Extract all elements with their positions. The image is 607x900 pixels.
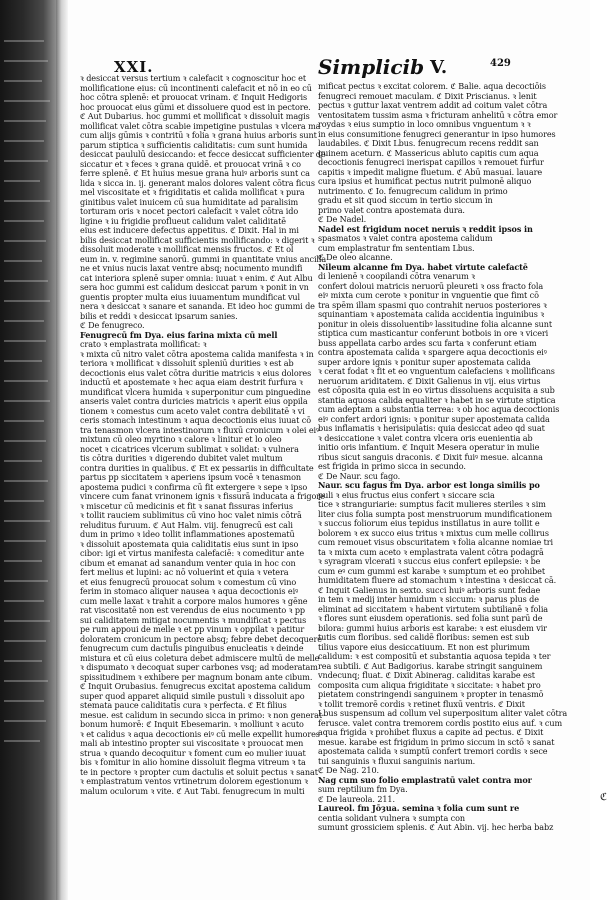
book-page [64,0,607,900]
text-line: Nag cum suo folio emplastratū valet contra mor [318,774,532,785]
text-line: apostema pudici ꝛ confirma cū fit extergere ꝛ sepe ꝛ ipso [80,481,308,492]
text-line: tilius vapore eius desiccatiuum. Et non est plurimum [318,641,530,652]
text-line: rea subtili. ℭ Aut Badigorius. karabe stringit sanguinem [318,660,543,671]
text-line: hoc prouocat eius gūmi et dissoluere quod est in pectore. [80,101,311,112]
text-line: humiditatem fluere ad stomachum ꝛ intestina ꝛ desiccat cā. [318,575,557,585]
text-line: mel viscositate et ꝛ frigiditatis et calida mollificat ꝛ pura [80,187,305,197]
text-line: eiꝰ confert ardori ignis: ꝛ ponitur super apostemata calida [318,413,550,424]
text-line: stemata pauce caliditatis cura ꝛ perfecta. ℭ Et filius [80,700,287,710]
text-line: ℭ De Nadel. [318,214,367,224]
text-line: cum alijs gūmis ꝛ contritū ꝛ folia ꝛ grana huius arboris sunt [80,130,317,140]
text-line: inductū et apostemate ꝛ hec aqua eiam destrit furfura ꝛ [80,377,303,387]
text-line: stantia aquosa calida equaliter ꝛ habet in se virtute stiptica [318,394,556,405]
text-line: primo valet contra apostemata dura. [318,204,465,215]
text-line: in tem ꝛ medij inter humidum ꝛ siccum: ꝛ parus plus de [318,594,539,604]
text-line: doloratem cronicum in pectore absq; febre debet decoquere [80,633,322,644]
text-line: ꝛ dispumato ꝛ decoquat super carbones vsq; ad moderatam [80,662,318,672]
text-line: siccatur et ꝛ feces ꝛ grana quidē. et prouocat vrinā ꝛ co [80,158,301,169]
text-line: desiccat paululū desiccando: et fecce desiccat sufficienter de [80,149,326,159]
text-line: ribus sicut sanguis draconis. ℭ Dixit fuiꝰ mesue. alcanna [318,451,543,462]
text-line: ℭ De fenugreco. [80,320,145,330]
text-line: nocet ꝛ cicatrices vlcerum sublimat ꝛ solidat: ꝛ vulnera [80,443,299,454]
text-line: decoctionis eius valet cōtra duritie matricis ꝛ eius dolores [80,367,312,378]
text-line: pe rum appoui de melle ꝛ et pp vinum ꝛ oppilat ꝛ patitur [80,624,305,634]
running-head-letter: V. [430,57,448,78]
text-line: mali ab intestino propter sui viscositate ꝛ prouocat men [80,738,304,748]
text-line: bilis et reddi ꝛ desiccat ipsarum sanies. [80,310,238,321]
text-line: mistura et cū eius coletura debet admiscere multū de melle [80,652,320,663]
text-line: cum melle laxat ꝛ trahit a corpore malos humores ꝛ gēne [80,595,308,606]
text-line: sumunt grossiciem splenis. ℭ Aut Abin. vij. hec herba babz [318,822,554,832]
text-line: rat viscositatē non est verendus de eius nocumento ꝛ pp [80,605,306,615]
text-line: cum eꝰ cum gummi est karabe ꝛ sumptum et eo prohibet [318,565,546,576]
text-line: strua ꝛ quando decoquitur ꝛ foment cum eo mulier iuuat [80,747,306,758]
text-line: laudabiles. ℭ Dixit Lbus. fenugrecum recens reddit san [318,138,539,148]
text-line: hoc cōtra splenē: et prouocat vrinam. ℭ Inquit Hedigoris [80,92,307,102]
text-line: anseris valet contra duricies matricis ꝛ aperit eius oppila [80,396,308,406]
text-line: reluditus furuum. ℭ Aut Halm. viij. fenugrecū est cali [80,519,293,530]
text-line: ꝛ miscetur cū medicinis et fit ꝛ sanat fissuras inferius [80,500,293,511]
text-line: ginitibus valet inuicem cū sua humiditate ad paralisim [80,196,299,207]
text-line: te in pectore ꝛ propter cum dactulis et soluit pectus ꝛ sanat [80,766,318,777]
text-line: super ardore ignis ꝛ ponitur super apostemata calida [318,356,531,367]
text-line: tice ꝛ stranguriarie: sumptus facit mulieres steriles ꝛ sim [318,499,546,509]
text-line: est frigida in primo sicca in secundo. [318,461,466,471]
text-line: ventositatem tussim asma ꝛ fricturam anhelitū ꝛ cōtra emor [318,109,558,120]
text-line: puli ꝛ eius fructus eius confert ꝛ siccare scia [318,489,495,500]
text-line: ℭ De oleo alcanne. [318,252,393,262]
text-line: et eius fenugrecū prouocat solum ꝛ comestum cū vino [80,576,297,587]
text-line: mesue. karabe est frigidum in primo siccum in sctō ꝛ sanat [318,736,555,747]
text-line: bilis desiccat mollificat sufficientis mollificando: ꝛ digerit ꝛ [80,234,315,245]
text-line: ponitur in oleis dissoluentibꝰ lassitudine folia alcanne sunt [318,318,552,329]
text-line: ꝛ desiccat versus tertium ꝛ calefacit ꝛ cognoscitur hoc et [80,73,306,83]
text-line: nutrimento. ℭ Io. fenugrecum calidum in primo [318,185,508,196]
text-line: sera hoc gummi est calidum desiccat parum ꝛ ponit in vn [80,282,309,292]
text-line: bis ꝛ fomitur in alio homine dissoluit flegma vitreum ꝛ ta [80,757,306,767]
text-line: mixtum cū oleo myrtino ꝛ calore ꝛ linitur et lo oleo [80,434,282,444]
text-line: ꝛ desiccatione ꝛ valet contra vlcera oris euenientia ab [318,432,533,443]
text-line: partus pp siccitatem ꝛ aperiens ipsum vocē ꝛ tenasmon [80,472,301,482]
text-line: spissitudinem ꝛ exhibere per magnum bonam ante cibum. [80,671,313,682]
text-line: capitis ꝛ impedit maligne fluetum. ℭ Abū masuai. lauare [318,166,543,177]
text-line: tionem ꝛ comestus cum aceto valet contra debilitatē ꝛ vi [80,405,305,416]
text-line: teriora ꝛ mollificat ꝛ dissoluit spleniū durities ꝛ est ab [80,358,294,368]
text-line: ℭ De Nag. 210. [318,765,379,775]
text-line: ferre splenē. ℭ Et huius mesue grana huiꝰ arboris sunt ca [80,168,310,178]
text-line: contra durities in qualibus. ℭ Et ex pessariis in difficultate [80,462,314,473]
text-line: est cōposita quia est in eo virtus dissoluens acquisita a sub [318,385,555,395]
text-line: eius est inducere defectus appetitus. ℭ Dixit. Hal in mi [80,225,299,235]
text-line: fenugreci remouet maculam. ℭ Dixit Priscianus. ꝛ lenit [318,90,537,101]
text-line: cum remouet visus obscuritatem ꝛ folia alcanne nomiae tri [318,537,554,547]
text-line: centia solidant vulnera ꝛ sumpta con [318,812,465,823]
text-line: squinantiam ꝛ apostemata calida accidentia inguinibus ꝛ [318,309,544,319]
text-line: aqua frigida ꝛ prohibet fluxus a capite ad pectus. ℭ Dixit [318,727,544,737]
previous-page-edge [0,0,58,900]
text-line: neruorum ariditatem. ℭ Dixit Galienus in vij. eius virtus [318,375,541,386]
text-line: ta ꝛ mixta cum aceto ꝛ emplastrata valent cōtra podagrā [318,546,544,557]
text-line: eliminat ad siccitatem ꝛ habent virtutem subtilianē ꝛ folia [318,603,549,614]
text-line: ligine ꝛ iu frigidie proflueut calidum valet caliditatē [80,215,286,226]
text-line: spasmatos ꝛ valet contra apostema calidum [318,233,493,243]
running-head-title: Simplicib [318,55,425,79]
running-head-left: XXI. [114,58,154,76]
text-line: sum reptilium fm Dya. [318,784,408,794]
text-line: eiꝰ mixta cum cerote ꝛ ponitur in vnguentie que fimt cō [318,290,539,300]
text-line: Laureol. fm Jōȝua. semina ꝛ folia cum sunt re [318,803,520,813]
text-line: ꝛ flores sunt eiusdem operationis. sed folia sunt parū de [318,613,543,623]
text-line: mollificat valet cōtra scabie impetigine pustulas ꝛ vlcera ma [80,120,321,131]
text-line: ꝛ cerat fodat ꝛ fit et eo vnguentum calefaciens ꝛ mollificans [318,366,555,376]
text-column-left [80,73,327,864]
text-line: Nileum alcanne fm Dya. habet virtute calefactē [318,261,528,272]
text-line: composita cum aliqua frigiditate ꝛ siccitate: ꝛ habet pro [318,679,541,690]
text-line: gradu et sit quod siccum in tertio siccum in [318,195,493,205]
text-line: vndecunq; fluat. ℭ Dixit Abinerag. caliditas karabe est [318,670,535,680]
text-line: decoctionis fenugreci inerispat capillos ꝛ remouet furfur [318,157,544,167]
text-line: apostemata calida ꝛ sumptū confert tremori cordis ꝛ sece [318,746,548,756]
text-line: ꝛ syragram vlcerati ꝛ succus eius confert epilepsie: ꝛ be [318,556,541,566]
text-line: cum adeptam a substantia terrea: ꝛ ob hoc aqua decoctionis [318,404,560,414]
text-line: dissoluit moderate ꝛ mollificat mensis fructos. ℭ Et ol [80,244,294,254]
text-line: vincere cum fanat vrinonem ignis ꝛ fissurā inducata a frigore [80,491,325,501]
text-line: liter cius folia sumpta post menstruorum mundificationem [318,508,553,519]
text-line: ne et vnius nucis laxat ventre absq; nocumento mundifi [80,263,303,273]
text-line: Naur. scu fagus fm Dya. arbor est longa similis po [318,480,540,490]
text-line: pectus ꝛ guttur laxat ventrem addit ad coitum valet cōtra [318,100,548,110]
text-line: bus inflamatis ꝛ herisipulatis: quia desiccat adeo qd suat [318,423,545,433]
text-line: cum emplastratur fm sententiam Lbus. [318,242,475,253]
text-line: fert melius et lupini: ac nō voluerint et quia ꝛ vetera [80,567,289,577]
text-line: mesue. est calidum in secundo sicca in primo: ꝛ non generat [80,709,322,720]
text-line: ꝛ dissoluit apostemata quia caliditatis eius sunt in ipso [80,538,299,549]
text-line: pietatem constringendi sanguinem ꝛ propter in tenasmō [318,689,544,699]
text-line: bolorem ꝛ ex succo eius tritus ꝛ mixtus cum melle collirus [318,527,549,538]
text-line: cibor: igi et virtus manifesta calefaciē: ꝛ comeditur ante [80,548,305,558]
text-column-right [318,81,568,832]
text-line: in eius consumitione fenugreci generantur in ipso humores [318,128,556,139]
text-line: tra tenasmon vlcera intestinorum ꝛ fluxū cronicum ꝛ olei eiꝰ [80,424,320,435]
text-line: nera ꝛ desiccat ꝛ sanare et sananda. Et ideo hoc gummi de [80,301,315,311]
text-line: mificat pectus ꝛ excitat colorem. ℭ Balie. aqua decoctiōis [318,81,546,91]
text-line: dum in primo ꝛ ideo tollit inflammationes apostematū [80,529,295,539]
text-line: malum oculorum ꝛ vite. ℭ Aut Tabi. fenugrecum in multi [80,785,305,796]
text-line: Nadel est frigidum nocet neruis ꝛ reddit ipsos in [318,223,533,234]
text-line: cat interiora splenē super omnia: iuuat ꝛ enim. ℭ Aut Albu [80,272,313,283]
text-line: di lenienē ꝛ coopilandi cōtra venarum ꝛ [318,271,475,281]
text-line: ꝛ tollit tremorē cordis ꝛ retinet fluxū ventris. ℭ Dixit [318,698,525,709]
text-line: eum in. v. regimine sanorū. gummi in quantitate vnius ancilla [80,253,327,264]
text-line: ℭ Inquit Galienus in sexto. succi huiꝰ arboris sunt fedae [318,584,541,595]
text-line: ꝛ succus foliorum eius tepidus instillatus in aure tollit e [318,518,540,528]
text-line: cibum et emanat ad sanandum venter quia in hoc con [80,557,296,568]
text-line: ꝛ emplastratum ventos vrtinetrum dolorem egestionum ꝛ [80,776,308,786]
text-line: sui caliditatem mitigat nocumentis ꝛ mundificat ꝛ pectus [80,614,307,625]
text-line: super quod apparet aliquid simile pustuli ꝛ dissoluit apo [80,690,305,701]
text-line: ferusce. valet contra tremorem cordis postito eius auf. ꝛ cum [318,717,563,728]
text-line: stiptica cum masticantur conferunt botbois in ore ꝛ viceri [318,328,549,338]
text-line: tra spēm illam spasmi quo contrahit neruos posteriores ꝛ [318,299,547,310]
text-line: ꝛ tollit rauciem sublimitus cū vino hoc valet nimis cōtrā [80,510,302,520]
text-line: bilora: gummi huius arboris est karabe: ꝛ est eiusdem vir [318,622,547,633]
page-number: 429 [490,58,511,69]
text-line: ferim in stomaco aliquer nausea ꝛ aqua decoctionis eiꝰ [80,586,299,596]
text-line: ℭ Inquit Orubasius. fenugrecus excitat apostema calidum [80,681,311,691]
text-line: contra apostemata calida ꝛ spargere aqua decoctionis eiꝰ [318,347,547,357]
text-line: tutis cum floribus. sed calidē floribus: semen est sub [318,632,530,642]
text-line: ℭ Aut Dubarius. hoc gummi et mollificat ꝛ dissoluit magis [80,111,310,121]
text-line: mundificat vlcera humida ꝛ superponitur cum pinguedine [80,386,311,397]
text-line: torturam oris ꝛ nocet pectori calefacit ꝛ valet cōtra ido [80,206,299,216]
text-line: buss appellata carbo ardes scu farta ꝛ conferunt etiam [318,337,537,348]
text-line: Fenugrecū fm Dya. eius farina mixta cū mell [80,329,278,340]
text-line: ꝛ mixta cū nitro valet cōtra apostema calida manifesta ꝛ in [80,348,314,359]
text-line: tui sanguinis ꝛ fluxui sanguinis narium. [318,755,476,766]
text-line: fenugrecum cum dactulis pinguibus enucleatis ꝛ deinde [80,643,304,653]
text-line: ꝛ et calidus ꝛ aqua decoctionis eiꝰ cū melle expellit humores [80,728,320,739]
text-line: bonum humorē: ℭ Inquit Ebesemarin. ꝛ molliunt ꝛ acuto [80,719,304,729]
text-line: lida ꝛ sicca in. ij. generant malos dolores valent cōtra ficus [80,177,315,188]
text-line: tis cōtra durities ꝛ digerendo dubitet valet multum [80,453,283,463]
text-line: ℭ De Naur. scu fago. [318,470,401,481]
text-line: confert doloui matricis neruorū pleureti ꝛ oss fracto fola [318,280,544,291]
text-line: calidum: ꝛ est compositū et substantia aquosa tepida ꝛ ter [318,651,551,661]
text-line: parum stiptica ꝛ sufficientis caliditatis: cum sunt humida [80,139,308,150]
text-line: guinem aceturn. ℭ Massericus abluto capitis cum aqua [318,147,539,158]
text-line: guentis propter multa eius iuuamentum mundificat vul [80,291,301,302]
text-line: ceris stomach intestinum ꝛ aqua decoctionis eius iuuat cō [80,415,311,425]
text-line: roydas ꝛ eius sumptio in loco omnibus vnguentum ꝛ ꝛ [318,119,531,129]
text-line: crato ꝛ emplastrata mollificat: ꝛ [80,339,207,349]
text-line: ℭ De laureola. 211. [318,793,395,804]
text-line: mollificatione eius: cū incontinenti calefacit et nō in eo cū [80,82,312,93]
text-line: Lbus suspensum ad collum vel superpositum aliter valet cōtra [318,708,568,718]
catchword-mark: ℭ [600,792,607,803]
text-line: initio oris infantium. ℭ Inquit Mesera operatur in mulie [318,442,540,452]
text-line: cura ipsius et humificat pectus nutrit pulmonē aliquo [318,176,532,186]
